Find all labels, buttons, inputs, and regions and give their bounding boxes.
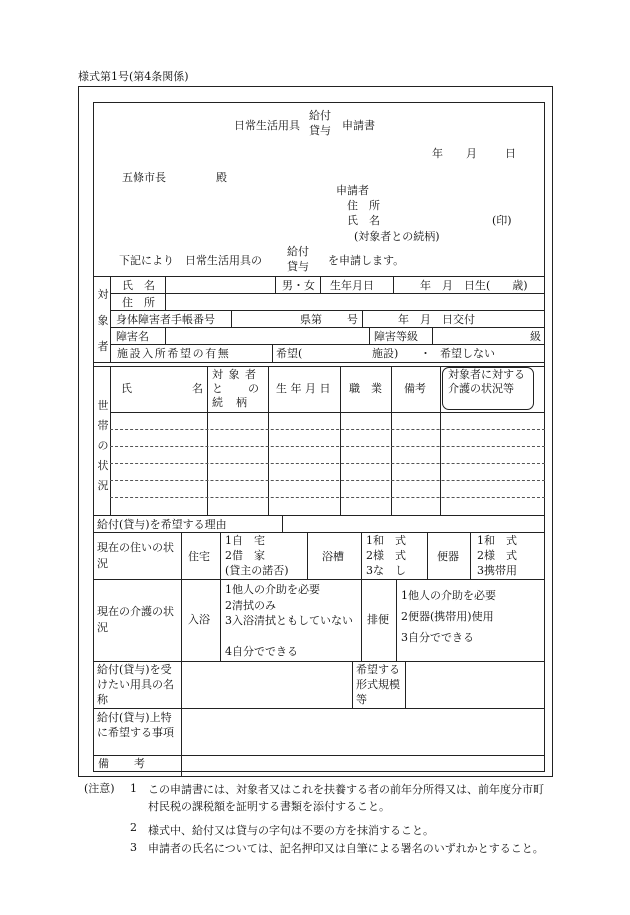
housing-toilet-opt-1: 1和 式 [477, 534, 517, 547]
care-excretion-opt-2: 2便器(携帯用)使用 [401, 610, 494, 623]
housing-bath-opt-1: 1和 式 [366, 534, 406, 547]
household-header-name-1: 氏 [121, 382, 132, 395]
applicant-seal: (印) [492, 214, 512, 227]
subject-gender: 男・女 [282, 279, 315, 292]
applicant-name: 氏 名 [347, 214, 380, 227]
note-2-number: 2 [130, 821, 137, 834]
addressee-name: 五條市長 [122, 171, 166, 184]
note-1-text: この申請書には、対象者又はこれを扶養する者の前年分所得又は、前年度分市町村民税の課税額を証明する書類を添付すること。 [148, 783, 544, 813]
subject-grade-label: 障害等級 [374, 330, 418, 343]
care-bathing-opt-1: 1他人の介助を必要 [225, 583, 320, 596]
household-header-dob: 生 年 月 日 [276, 382, 331, 395]
care-bathing: 入浴 [188, 613, 210, 626]
household-header-relation-3: 続 柄 [212, 396, 248, 409]
request-option-taiyo: 貸与 [287, 260, 309, 273]
household-side-3: の [97, 439, 109, 452]
request-pre: 下記により 日常生活用具の [119, 254, 262, 267]
subject-side-1: 対 [97, 288, 109, 301]
care-excretion-opt-3: 3自分でできる [401, 631, 474, 644]
subject-disability-label: 障害名 [116, 330, 149, 343]
housing-home-opt-1: 1自 宅 [225, 534, 265, 547]
request-post: を申請します。 [328, 254, 405, 267]
care-bathing-opt-3: 3入浴清拭ともしていない [225, 614, 353, 627]
reason-label: 給付(貸与)を希望する理由 [97, 518, 227, 531]
form-label: 様式第1号(第4条関係) [78, 70, 189, 83]
housing-toilet: 便器 [437, 550, 459, 563]
housing-bath: 浴槽 [322, 550, 344, 563]
housing-home-opt-2: 2借 家 [225, 549, 265, 562]
subject-side-3: 者 [97, 340, 109, 353]
care-excretion-opt-1: 1他人の介助を必要 [401, 589, 496, 602]
household-header-care: 対象者に対する介護の状況等 [448, 368, 525, 395]
subject-facility-label: 施設入所希望の有無 [117, 347, 231, 360]
equipment-format-label: 希望する形式規模等 [356, 663, 400, 706]
housing-toilet-opt-3: 3携帯用 [477, 564, 517, 577]
subject-handbook-label: 身体障害者手帳番号 [116, 313, 215, 326]
request-option-kyufu: 給付 [287, 245, 309, 258]
housing-bath-opt-2: 2様 式 [366, 549, 406, 562]
subject-name-label: 氏 名 [122, 279, 155, 292]
care-excretion: 排便 [367, 613, 389, 626]
applicant-address: 住 所 [347, 199, 380, 212]
subject-handbook-no: 号 [347, 313, 358, 326]
care-bathing-opt-4: 4自分でできる [225, 645, 298, 658]
subject-facility-hope: 希望( [276, 347, 303, 360]
subject-handbook-date: 年 月 日交付 [398, 313, 475, 326]
subject-handbook-pref: 県第 [300, 313, 322, 326]
housing-home-opt-3: (貸主の諾否) [225, 564, 289, 577]
subject-dob-value: 年 月 日生( 歳) [420, 279, 528, 292]
household-header-relation-2: と の [212, 382, 260, 395]
household-side-5: 況 [97, 479, 109, 492]
subject-side-2: 象 [97, 314, 109, 327]
subject-facility-no: 希望しない [440, 347, 495, 360]
subject-address-label: 住 所 [122, 296, 155, 309]
note-3-number: 3 [130, 841, 137, 854]
subject-facility-name: 施設) [372, 347, 399, 360]
date-month: 月 [466, 147, 477, 160]
household-side-2: 帯 [97, 419, 109, 432]
remarks-label: 備 考 [98, 757, 146, 770]
note-3-text: 申請者の氏名については、記名押印又は自筆による署名のいずれかとすること。 [148, 842, 544, 855]
special-request-label: 給付(貸与)上特に希望する事項 [97, 711, 174, 739]
household-header-job: 職 業 [349, 382, 382, 395]
title-option-taiyo: 貸与 [309, 124, 331, 137]
housing-bath-opt-3: 3な し [366, 564, 406, 577]
date-day: 日 [505, 147, 516, 160]
title-prefix: 日常生活用具 [234, 119, 300, 132]
note-1-number: 1 [130, 782, 137, 795]
subject-grade-unit: 級 [530, 330, 541, 343]
housing-label: 現在の住いの状況 [97, 541, 174, 570]
household-header-relation-1: 対 象 者 [212, 368, 257, 381]
care-bathing-opt-2: 2清拭のみ [225, 599, 276, 612]
title-option-kyufu: 給付 [309, 109, 331, 122]
household-header-name-2: 名 [192, 382, 203, 395]
note-2-text: 様式中、給付又は貸与の字句は不要の方を抹消すること。 [148, 824, 434, 837]
equipment-label: 給付(貸与)を受けたい用具の名称 [97, 663, 174, 706]
household-header-note: 備考 [404, 382, 426, 395]
applicant-relation: (対象者との続柄) [354, 230, 440, 243]
title-suffix: 申請書 [342, 119, 375, 132]
subject-facility-dot: ・ [420, 347, 431, 360]
household-side-1: 世 [97, 399, 109, 412]
housing-home: 住宅 [188, 550, 210, 563]
household-side-4: 状 [97, 459, 109, 472]
notes-heading: (注意) [84, 782, 115, 795]
date-year: 年 [432, 147, 443, 160]
subject-dob-label: 生年月日 [330, 279, 374, 292]
care-label: 現在の介護の状況 [97, 605, 174, 634]
applicant-label: 申請者 [336, 184, 369, 197]
housing-toilet-opt-2: 2様 式 [477, 549, 517, 562]
addressee-honorific: 殿 [216, 171, 227, 184]
